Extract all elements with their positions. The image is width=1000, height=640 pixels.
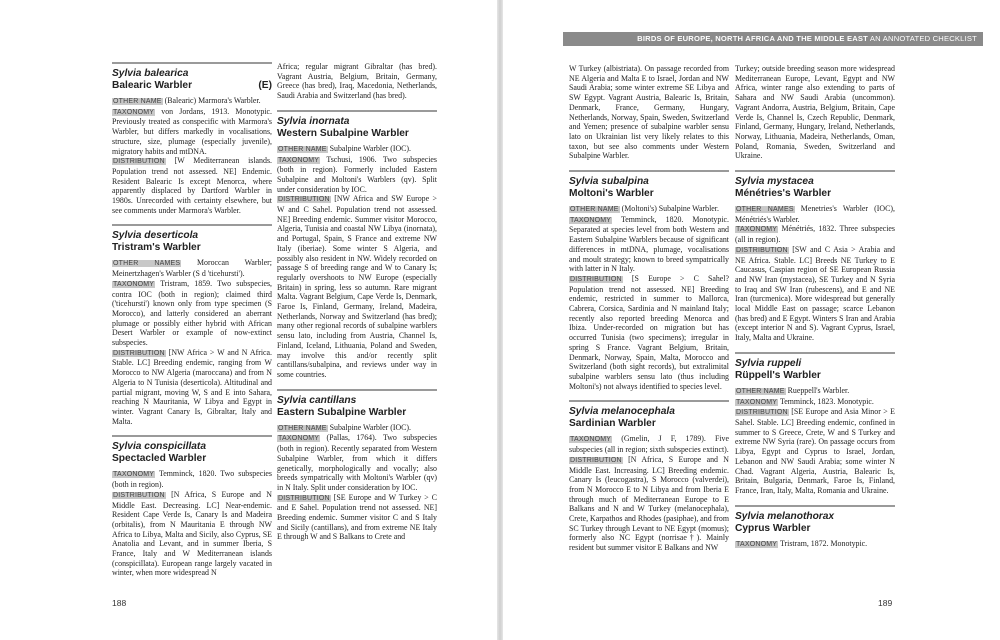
section-label: OTHER NAME <box>113 98 162 105</box>
species-entry <box>277 110 437 380</box>
species-entry <box>277 62 437 101</box>
section-label: TAXONOMY <box>278 435 320 443</box>
scientific-name: Sylvia deserticola <box>112 230 199 242</box>
entry-paragraph <box>735 204 895 224</box>
species-header <box>569 170 729 200</box>
common-name-row <box>112 80 272 92</box>
section-label: OTHER NAME <box>278 145 327 153</box>
section-text: (Pallas, 1764). Two subspecies (both in region). Recently separated from Western Subalpine Warbler, from which it differs genetically, morphologically and vocally; also breeds sympatrically with Moltoni's Warbler (qv) in N Italy. Split under consideration by IOC. <box>277 433 437 492</box>
common-name: Cyprus Warbler <box>735 522 811 534</box>
section-text: Subalpine Warbler (IOC). <box>327 143 412 153</box>
species-entry <box>735 352 895 496</box>
common-name-row <box>569 418 729 430</box>
section-text: Ménétriés, 1832. Three subspecies (all in region). <box>735 224 895 245</box>
section-text: Turkey; outside breeding season more widespread Mediterranean Europe, Levant, Egypt and NW Africa, winter range also extending to parts of Sahara and NW Saudi Arabia (uncommon). Vagrant Andorra, Austria, Belgium, Britain, Cape Verde Is, Channel Is, Czech Republic, Denmark, Finland, Germany, Hungary, Ireland, Netherlands, Norway, Lithuania, Madeira, Netherlands, Oman, Poland, Romania, Sweden, Switzerland and Ukraine. <box>735 64 895 161</box>
entry-paragraph <box>112 156 272 215</box>
species-header <box>735 170 895 200</box>
section-label: DISTRIBUTION <box>570 275 622 283</box>
section-label: DISTRIBUTION <box>113 158 165 166</box>
common-name: Spectacled Warbler <box>112 453 207 465</box>
common-name: Ménétries's Warbler <box>735 188 832 200</box>
section-text: Temminck, 1823. Monotypic. <box>778 396 874 406</box>
section-text: (Moltoni's) Subalpine Warbler. <box>619 204 719 214</box>
section-text: [N Africa, S Europe and N Middle East. Decreasing. LC] Near-endemic. Resident Cape Verde Is, Canary Is and Madeira (orbitalis), from N Mauritania E through NW Africa to Libya, Malta and Sicily, also Cyprus, SE Anatolia and Levant, and in summer Iberia, S France, Italy and W Mediterranean islands (conspicillata). European range largely vacated in winter, when more widespread N <box>112 489 272 578</box>
section-text: [SE Europe and W Turkey > C and E Sahel. Population trend not assessed. NE] Breeding endemic. Summer visitor C and S Italy and Sicily (cantillans), and from extreme NE Italy E through W and S Balkans to Crete and <box>277 492 437 542</box>
section-text: Subalpine Warbler (IOC). <box>327 422 412 432</box>
section-label: OTHER NAMES <box>113 260 181 268</box>
scientific-name: Sylvia melanocephala <box>569 406 675 418</box>
species-entry <box>112 435 272 578</box>
entry-paragraph <box>735 539 895 550</box>
section-label: DISTRIBUTION <box>570 456 622 464</box>
section-label: OTHER NAME <box>736 387 785 395</box>
entry-paragraph <box>277 144 437 155</box>
species-entry <box>735 170 895 343</box>
endemic-tag: (E) <box>258 80 272 91</box>
species-header <box>277 389 437 419</box>
scientific-name: Sylvia conspicillata <box>112 441 206 453</box>
section-text: Rueppell's Warbler. <box>785 385 850 395</box>
section-text: (Gmelin, J F, 1789). Five subspecies (all in region; sixth subspecies extinct). <box>569 434 729 455</box>
section-text: [W Mediterranean islands. Population trend not assessed. NE] Endemic. Resident Balearic Is except Menorca, where apparently displaced by Dartford Warbler in 1980s. Unrecorded with certainty elsewhere, but see comments under Marmora's Warbler. <box>112 156 272 215</box>
species-entry <box>569 64 729 161</box>
scientific-name: Sylvia inornata <box>277 115 350 127</box>
common-name-row <box>112 242 272 254</box>
entry-paragraph <box>112 469 272 489</box>
entry-paragraph <box>735 397 895 408</box>
section-label: TAXONOMY <box>736 540 778 548</box>
section-label: TAXONOMY <box>113 280 155 288</box>
running-head-subtitle: AN ANNOTATED CHECKLIST <box>868 34 977 43</box>
entry-paragraph <box>112 107 272 157</box>
common-name-row <box>735 370 895 382</box>
entry-paragraph <box>277 423 437 434</box>
section-text: Tschusi, 1906. Two subspecies (both in region). Formerly included Eastern Subalpine and Moltoni's Warblers (qv). Split under consideration by IOC. <box>277 154 437 194</box>
section-label: OTHER NAMES <box>736 206 794 214</box>
section-label: DISTRIBUTION <box>278 494 330 502</box>
entry-paragraph <box>735 386 895 397</box>
entry-paragraph <box>735 245 895 343</box>
right-page <box>503 0 1000 640</box>
entry-paragraph <box>277 194 437 379</box>
section-text: W Turkey (albistriata). On passage recorded from NE Algeria and Malta E to Israel, Jordan and NW Saudi Arabia; some winter extreme SE Libya and SW Egypt. Vagrant Austria, Balearic Is, Britain, Denmark, France, Germany, Hungary, Netherlands, Norway, Spain, Sweden, Switzerland and Yemen; presence of subalpine warbler sensu lato on Ukrainian list very likely relates to this taxon, but see also comments under Western Subalpine Warbler. <box>569 64 729 161</box>
page-number-right: 189 <box>878 598 893 608</box>
species-header <box>112 224 272 254</box>
species-header <box>112 62 272 92</box>
running-head-title: BIRDS OF EUROPE, NORTH AFRICA AND THE MIDDLE EAST <box>637 34 869 43</box>
scientific-name: Sylvia mystacea <box>735 176 814 188</box>
species-entry <box>569 170 729 391</box>
section-text: Temminck, 1820. Monotypic. Separated at species level from both Western and Eastern Subalpine Warblers because of significant differences in mtDNA, plumage, vocalisations and moult strategy; known to breed sympatrically with latter in N Italy. <box>569 214 729 274</box>
section-text: (Balearic) Marmora's Warbler. <box>162 96 261 105</box>
entry-paragraph <box>569 204 729 215</box>
section-text: [S Europe > C Sahel? Population trend not assessed. NE] Breeding endemic, restricted in summer to Mallorca, Cabrera, Corsica, Sardinia and N mainland Italy; recently also reported breeding Menorca and Ibiza. Under-recorded on migration but has occurred Tunisia (two specimens); irregular in spring S France. Vagrant Belgium, Britain, Denmark, Norway, Spain, Malta, Morocco and Switzerland (both sight records), but extralimital subalpine warblers sensu lato (thus including Moltoni's) not always identified to species level. <box>569 273 729 391</box>
section-label: TAXONOMY <box>736 398 778 406</box>
entry-paragraph <box>735 224 895 244</box>
entry-paragraph <box>112 490 272 578</box>
entry-paragraph <box>112 96 272 107</box>
entry-paragraph <box>569 455 729 553</box>
scientific-name: Sylvia balearica <box>112 68 189 79</box>
running-head <box>563 32 983 46</box>
section-text: [SE Europe and Asia Minor > E Sahel. Stable. LC] Breeding endemic, confined in summer to S Greece, Crete, W and S Turkey and extreme NW Syria (rare). On passage occurs from Libya, Egypt and Cyprus to Israel, Jordan, Lebanon and NW Saudi Arabia; some winter N Chad. Vagrant Algeria, Austria, Balearic Is, Britain, Bulgaria, Denmark, Faroe Is, Finland, France, Iran, Italy, Malta, Romania and Ukraine. <box>735 407 895 495</box>
section-text: [N Africa, S Europe and N Middle East. Increasing. LC] Breeding endemic. Canary Is (leucogastra), S Morocco (valverdei), from N Morocco E to N Libya and from Iberia E through much of Mediterranean Europe to E Balkans and N and W Turkey (melanocephala), Crete, Karpathos and Rhodes (pasiphae), and from SC Turkey through Levant to NE Egypt (momus); formerly also NC Egypt (norrisae†). Mainly resident but summer visitor E Balkans and NW <box>569 454 729 553</box>
entry-paragraph <box>277 433 437 492</box>
section-label: OTHER NAME <box>278 424 327 432</box>
section-label: DISTRIBUTION <box>736 409 788 417</box>
common-name: Eastern Subalpine Warbler <box>277 406 407 418</box>
section-text: Temminck, 1820. Two subspecies (both in region). <box>112 469 272 490</box>
entry-paragraph <box>569 64 729 161</box>
left-column-1 <box>112 62 272 587</box>
species-entry <box>569 400 729 552</box>
section-text: [NW Africa and SW Europe > W and C Sahel. Population trend not assessed. NE] Breeding endemic. Summer visitor Morocco, Algeria, Tunisia and coastal NW Libya (inornata), and Portugal, Spain, S France and extreme NW Italy (iberiae). Some winter S Algeria, and possibly also resident in NW. Widely recorded on passage S of breeding range and W to Canary Is; regularly overshoots to NW Europe (especially Britain) in spring, less so autumn. Rare migrant Malta. Vagrant Belgium, Cape Verde Is, Denmark, Faroe Is, Finland, Germany, Ireland, Madeira, Netherlands, Norway and Switzerland (has bred); many other regional records of subalpine warblers sensu lato, including from Austria, Channel Is, Finland, Iceland, Lithuania, Poland and Sweden, may involve this and/or recently split cantillans/subalpina, and reviews under way in some countries. <box>277 194 437 379</box>
section-text: Menetries's Warbler (IOC), Ménétriés's Warbler. <box>735 204 895 224</box>
entry-paragraph <box>277 155 437 195</box>
common-name: Sardinian Warbler <box>569 418 656 430</box>
common-name: Rüppell's Warbler <box>735 369 821 381</box>
section-text: [NW Africa > W and N Africa. Stable. LC] Breeding endemic, ranging from W Morocco to NW Algeria (maroccana) and from N Algeria to N Tunisia (deserticola). Altitudinal and partial migrant, moving W, S and E into Sahara, reaching N Mauritania, W Libya and Egypt in winter. Vagrant Canary Is, Gibraltar, Italy and Malta. <box>112 347 272 426</box>
species-header <box>112 435 272 465</box>
left-column-2 <box>277 62 437 551</box>
section-text: Moroccan Warbler; Meinertzhagen's Warbler (S d 'ticehursti'). <box>112 258 272 279</box>
section-label: DISTRIBUTION <box>278 196 330 204</box>
section-label: DISTRIBUTION <box>113 349 165 357</box>
section-label: DISTRIBUTION <box>736 246 788 254</box>
common-name: Balearic Warbler <box>112 80 193 91</box>
species-header <box>735 352 895 382</box>
left-page <box>0 0 497 640</box>
entry-paragraph <box>277 493 437 543</box>
section-label: OTHER NAME <box>570 206 619 214</box>
right-column-1 <box>569 64 729 562</box>
section-label: TAXONOMY <box>570 216 612 224</box>
common-name-row <box>277 128 437 140</box>
entry-paragraph <box>735 407 895 495</box>
section-label: TAXONOMY <box>113 108 155 116</box>
species-entry <box>112 62 272 215</box>
common-name: Western Subalpine Warbler <box>277 127 409 139</box>
entry-paragraph <box>569 434 729 454</box>
common-name-row <box>569 188 729 200</box>
scientific-name: Sylvia cantillans <box>277 394 357 406</box>
section-label: TAXONOMY <box>113 471 155 479</box>
section-text: Africa; regular migrant Gibraltar (has bred). Vagrant Austria, Belgium, Britain, Germany, Greece (has bred), Iraq, Macedonia, Netherlands, Saudi Arabia and Switzerland (has bred). <box>277 62 437 101</box>
entry-paragraph <box>569 215 729 274</box>
section-label: DISTRIBUTION <box>113 491 165 499</box>
entry-paragraph <box>112 348 272 427</box>
common-name-row <box>112 453 272 465</box>
species-entry <box>277 389 437 542</box>
species-entry <box>112 224 272 426</box>
section-label: TAXONOMY <box>278 156 320 164</box>
scientific-name: Sylvia ruppeli <box>735 357 802 369</box>
species-header <box>735 505 895 535</box>
common-name: Moltoni's Warbler <box>569 188 654 200</box>
section-text: Tristram, 1872. Monotypic. <box>778 538 868 548</box>
section-label: TAXONOMY <box>570 436 612 444</box>
entry-paragraph <box>277 62 437 101</box>
entry-paragraph <box>112 279 272 348</box>
species-header <box>569 400 729 430</box>
species-entry <box>735 64 895 161</box>
common-name-row <box>735 188 895 200</box>
scientific-name: Sylvia subalpina <box>569 176 649 188</box>
section-text: Tristram, 1859. Two subspecies, contra IOC (both in region); claimed third ('ticehursti') known only from type specimen (S Morocco), and latterly considered an aberrant plumage or possibly either hybrid with African Desert Warbler or example of now-extinct subspecies. <box>112 278 272 348</box>
section-text: von Jordans, 1913. Monotypic. Previously treated as conspecific with Marmora's Warbler, but differs markedly in vocalisations, structure, size, plumage (especially juvenile), migratory habits and mtDNA. <box>112 106 272 156</box>
entry-paragraph <box>735 64 895 161</box>
section-label: TAXONOMY <box>736 226 778 234</box>
entry-paragraph <box>569 274 729 391</box>
common-name-row <box>735 523 895 535</box>
common-name: Tristram's Warbler <box>112 242 201 254</box>
common-name-row <box>277 407 437 419</box>
section-text: [SW and C Asia > Arabia and NE Africa. Stable. LC] Breeds NE Turkey to E Caucasus, Caspian region of SE European Russia and NW Iran (mystacea), SE Turkey and N Syria to Iraq and SW Iran (rubescens), and E and NE Iran (turcmenica). More widespread but generally local Middle East on passage; scarce Lebanon (has bred) and E Egypt. Winters S Iran and Arabia (except interior N and S). Vagrant Cyprus, Israel, Italy, Malta and Ukraine. <box>735 244 895 343</box>
scientific-name: Sylvia melanothorax <box>735 510 835 522</box>
right-column-2 <box>735 64 895 558</box>
page-number-left: 188 <box>112 598 127 608</box>
species-header <box>277 110 437 140</box>
entry-paragraph <box>112 258 272 278</box>
species-entry <box>735 505 895 550</box>
